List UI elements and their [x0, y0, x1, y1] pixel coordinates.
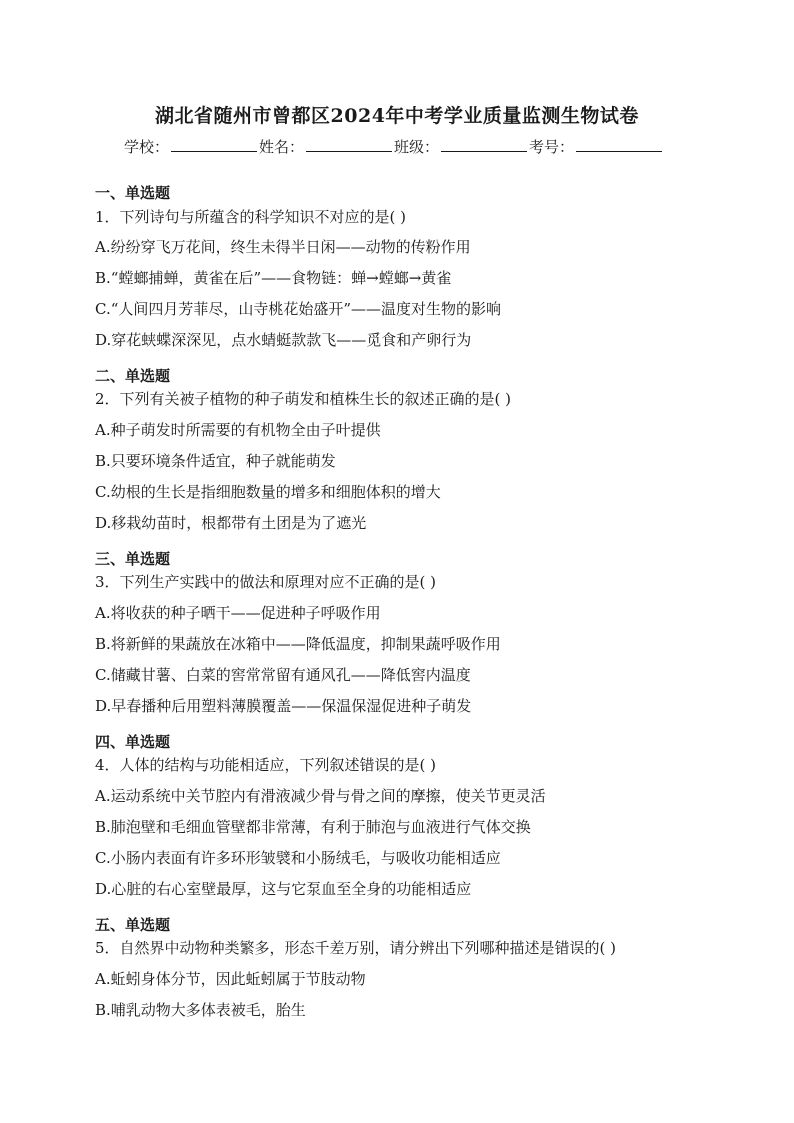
- option-text: D.移栽幼苗时，根都带有土团是为了遮光: [95, 514, 367, 532]
- option-text: A.纷纷穿飞万花间，终生未得半日闲——动物的传粉作用: [95, 238, 471, 256]
- school-blank[interactable]: [171, 136, 257, 152]
- name-blank[interactable]: [306, 136, 392, 152]
- question-text: 5．自然界中动物种类繁多，形态千差万别，请分辨出下列哪种描述是错误的( ): [95, 939, 617, 957]
- option-text: B.哺乳动物大多体表被毛，胎生: [95, 1001, 306, 1019]
- option-text: A.将收获的种子晒干——促进种子呼吸作用: [95, 604, 381, 622]
- option-text: B.将新鲜的果蔬放在冰箱中——降低温度，抑制果蔬呼吸作用: [95, 635, 501, 653]
- class-label: 班级：: [394, 138, 440, 156]
- option-text: C.储藏甘薯、白菜的窖常常留有通风孔——降低窖内温度: [95, 666, 471, 684]
- question-text: 4．人体的结构与功能相适应，下列叙述错误的是( ): [95, 756, 437, 774]
- option-text: C.幼根的生长是指细胞数量的增多和细胞体积的增大: [95, 483, 441, 501]
- student-info-row: [124, 136, 664, 157]
- section-heading: 一、单选题: [95, 184, 171, 202]
- option-text: A.蚯蚓身体分节，因此蚯蚓属于节肢动物: [95, 970, 366, 988]
- question-text: 1．下列诗句与所蕴含的科学知识不对应的是( ): [95, 208, 407, 226]
- school-label: 学校：: [124, 138, 170, 156]
- class-blank[interactable]: [441, 136, 527, 152]
- name-label: 姓名：: [259, 138, 305, 156]
- number-label: 考号：: [529, 138, 575, 156]
- option-text: B.“螳螂捕蝉，黄雀在后”——食物链：蝉→螳螂→黄雀: [95, 269, 452, 287]
- page-title: 湖北省随州市曾都区2024年中考学业质量监测生物试卷: [155, 105, 639, 127]
- option-text: D.穿花蛱蝶深深见，点水蜻蜓款款飞——觅食和产卵行为: [95, 331, 472, 349]
- section-heading: 二、单选题: [95, 367, 171, 385]
- option-text: A.种子萌发时所需要的有机物全由子叶提供: [95, 421, 381, 439]
- section-heading: 三、单选题: [95, 550, 171, 568]
- option-text: D.心脏的右心室壁最厚，这与它泵血至全身的功能相适应: [95, 880, 472, 898]
- option-text: A.运动系统中关节腔内有滑液减少骨与骨之间的摩擦，使关节更灵活: [95, 787, 546, 805]
- question-text: 2．下列有关被子植物的种子萌发和植株生长的叙述正确的是( ): [95, 390, 512, 408]
- option-text: C.小肠内表面有许多环形皱襞和小肠绒毛，与吸收功能相适应: [95, 849, 501, 867]
- section-heading: 四、单选题: [95, 733, 171, 751]
- section-heading: 五、单选题: [95, 916, 171, 934]
- option-text: B.只要环境条件适宜，种子就能萌发: [95, 452, 336, 470]
- question-text: 3．下列生产实践中的做法和原理对应不正确的是( ): [95, 573, 437, 591]
- option-text: B.肺泡壁和毛细血管壁都非常薄，有利于肺泡与血液进行气体交换: [95, 818, 531, 836]
- number-blank[interactable]: [576, 136, 662, 152]
- option-text: C.“人间四月芳菲尽，山寺桃花始盛开”——温度对生物的影响: [95, 300, 502, 318]
- option-text: D.早春播种后用塑料薄膜覆盖——保温保湿促进种子萌发: [95, 697, 472, 715]
